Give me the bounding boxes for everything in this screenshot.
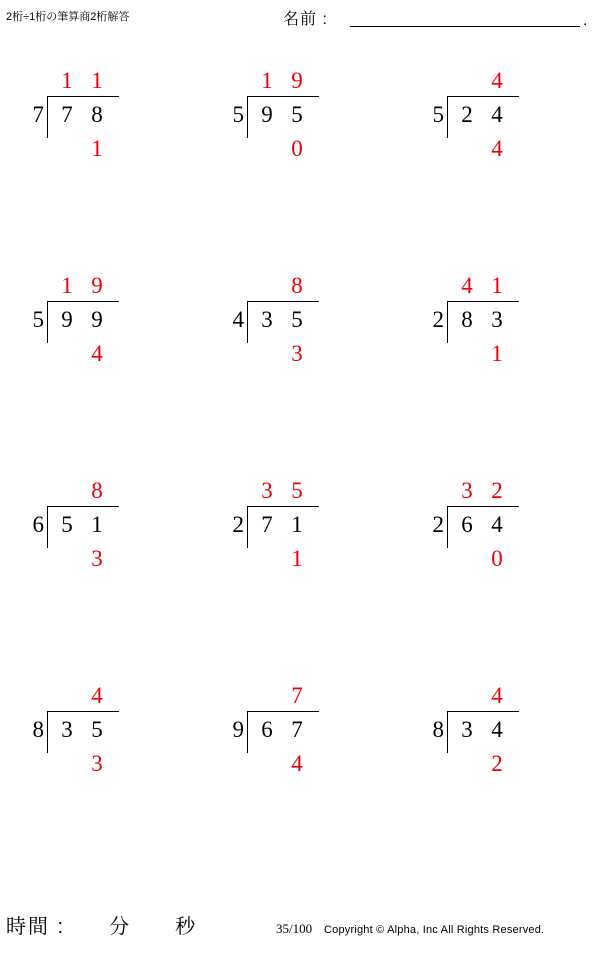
division-bracket-horizontal	[247, 96, 319, 97]
name-label: 名前 :	[283, 11, 328, 28]
dividend-digit: 8	[91, 102, 103, 127]
quotient	[52, 273, 124, 299]
remainder-digit: 3	[291, 341, 303, 366]
quotient-digit: 2	[491, 478, 503, 503]
dividend-digit: 1	[91, 512, 103, 537]
quotient-digit: 1	[261, 68, 273, 93]
page-header	[0, 0, 600, 36]
remainder	[52, 136, 124, 162]
problem-grid	[0, 46, 600, 866]
quotient-digit: 3	[261, 478, 273, 503]
quotient-digit: 8	[91, 478, 103, 503]
divisor: 5	[32, 307, 44, 332]
problem-cell	[0, 251, 200, 456]
divisor: 7	[32, 102, 44, 127]
dividend-digit: 6	[261, 717, 273, 742]
divisor: 2	[232, 512, 244, 537]
remainder	[452, 341, 524, 367]
remainder	[52, 341, 124, 367]
quotient-digit: 4	[461, 273, 473, 298]
page-number: 35/100	[276, 921, 313, 936]
long-division-problem	[400, 661, 600, 866]
quotient-digit: 3	[461, 478, 473, 503]
division-bracket-horizontal	[47, 506, 119, 507]
division-bracket-horizontal	[47, 96, 119, 97]
dividend	[452, 512, 524, 538]
division-bracket-horizontal	[447, 301, 519, 302]
dividend-digit: 6	[461, 512, 473, 537]
dividend	[452, 102, 524, 128]
division-bracket-horizontal	[447, 506, 519, 507]
long-division-problem	[0, 46, 200, 251]
remainder-digit: 4	[91, 341, 103, 366]
dividend-digit: 4	[491, 512, 503, 537]
dividend	[252, 512, 324, 538]
long-division-problem	[200, 46, 400, 251]
problem-row	[0, 661, 600, 866]
division-bracket-vertical	[447, 301, 448, 343]
divisor: 6	[32, 512, 44, 537]
remainder-digit: 0	[291, 136, 303, 161]
quotient-digit: 9	[291, 68, 303, 93]
division-bracket-vertical	[447, 506, 448, 548]
remainder-digit: 1	[91, 136, 103, 161]
quotient-digit: 1	[91, 68, 103, 93]
quotient-digit: 8	[291, 273, 303, 298]
quotient	[52, 478, 124, 504]
remainder	[252, 751, 324, 777]
dividend-digit: 9	[261, 102, 273, 127]
dividend-digit: 4	[491, 102, 503, 127]
remainder	[452, 136, 524, 162]
division-bracket-horizontal	[47, 711, 119, 712]
quotient-digit: 4	[491, 68, 503, 93]
dividend-digit: 7	[261, 512, 273, 537]
division-bracket-vertical	[447, 711, 448, 753]
remainder	[252, 546, 324, 572]
remainder-digit: 4	[491, 136, 503, 161]
dividend	[452, 307, 524, 333]
dividend-digit: 5	[291, 102, 303, 127]
dividend	[252, 717, 324, 743]
dividend-digit: 4	[491, 717, 503, 742]
long-division-problem	[200, 456, 400, 661]
division-bracket-vertical	[247, 506, 248, 548]
dividend-digit: 5	[61, 512, 73, 537]
dividend	[52, 307, 124, 333]
quotient	[252, 273, 324, 299]
division-bracket-vertical	[447, 96, 448, 138]
division-bracket-vertical	[247, 301, 248, 343]
division-bracket-vertical	[47, 301, 48, 343]
dividend	[252, 102, 324, 128]
division-bracket-horizontal	[247, 711, 319, 712]
remainder-digit: 3	[91, 546, 103, 571]
dividend-digit: 3	[461, 717, 473, 742]
dividend-digit: 5	[291, 307, 303, 332]
name-input-line[interactable]	[350, 26, 580, 27]
dividend-digit: 7	[61, 102, 73, 127]
problem-row	[0, 46, 600, 251]
division-bracket-horizontal	[447, 96, 519, 97]
dividend	[452, 717, 524, 743]
problem-cell	[200, 456, 400, 661]
divisor: 8	[32, 717, 44, 742]
quotient	[52, 68, 124, 94]
division-bracket-vertical	[47, 711, 48, 753]
quotient	[452, 683, 524, 709]
quotient-digit: 1	[61, 68, 73, 93]
long-division-problem	[0, 251, 200, 456]
remainder	[452, 546, 524, 572]
time-label: 時間 : 分 秒	[6, 916, 198, 938]
long-division-problem	[200, 661, 400, 866]
divisor: 2	[432, 512, 444, 537]
quotient	[252, 478, 324, 504]
division-bracket-vertical	[247, 711, 248, 753]
quotient-digit: 4	[91, 683, 103, 708]
division-bracket-horizontal	[47, 301, 119, 302]
quotient-digit: 7	[291, 683, 303, 708]
dividend-digit: 2	[461, 102, 473, 127]
problem-cell	[200, 46, 400, 251]
document-title: 2桁÷1桁の筆算商2桁解答	[6, 11, 130, 23]
remainder-digit: 0	[491, 546, 503, 571]
problem-cell	[200, 251, 400, 456]
quotient	[252, 68, 324, 94]
problem-cell	[0, 456, 200, 661]
long-division-problem	[0, 661, 200, 866]
division-bracket-vertical	[247, 96, 248, 138]
dividend	[52, 717, 124, 743]
quotient	[452, 478, 524, 504]
dividend-digit: 3	[61, 717, 73, 742]
quotient-digit: 9	[91, 273, 103, 298]
divisor: 4	[232, 307, 244, 332]
divisor: 5	[432, 102, 444, 127]
dividend	[52, 102, 124, 128]
remainder-digit: 2	[491, 751, 503, 776]
long-division-problem	[400, 46, 600, 251]
remainder	[252, 136, 324, 162]
remainder	[452, 751, 524, 777]
quotient	[52, 683, 124, 709]
remainder	[52, 546, 124, 572]
problem-cell	[400, 46, 600, 251]
quotient-digit: 5	[291, 478, 303, 503]
remainder-digit: 1	[291, 546, 303, 571]
long-division-problem	[400, 251, 600, 456]
dividend-digit: 3	[261, 307, 273, 332]
long-division-problem	[200, 251, 400, 456]
divisor: 2	[432, 307, 444, 332]
quotient-digit: 4	[491, 683, 503, 708]
dividend-digit: 7	[291, 717, 303, 742]
problem-row	[0, 251, 600, 456]
quotient	[452, 68, 524, 94]
dividend-digit: 5	[91, 717, 103, 742]
problem-cell	[200, 661, 400, 866]
divisor: 8	[432, 717, 444, 742]
problem-cell	[400, 456, 600, 661]
dividend	[52, 512, 124, 538]
remainder	[252, 341, 324, 367]
name-trailing-dot: .	[583, 12, 588, 29]
quotient	[252, 683, 324, 709]
long-division-problem	[0, 456, 200, 661]
problem-cell	[400, 251, 600, 456]
divisor: 5	[232, 102, 244, 127]
dividend	[252, 307, 324, 333]
division-bracket-horizontal	[247, 506, 319, 507]
quotient-digit: 1	[491, 273, 503, 298]
problem-cell	[0, 46, 200, 251]
division-bracket-vertical	[47, 96, 48, 138]
remainder-digit: 4	[291, 751, 303, 776]
dividend-digit: 1	[291, 512, 303, 537]
dividend-digit: 9	[91, 307, 103, 332]
long-division-problem	[400, 456, 600, 661]
dividend-digit: 9	[61, 307, 73, 332]
division-bracket-horizontal	[247, 301, 319, 302]
remainder	[52, 751, 124, 777]
quotient	[452, 273, 524, 299]
problem-cell	[0, 661, 200, 866]
division-bracket-horizontal	[447, 711, 519, 712]
quotient-digit: 1	[61, 273, 73, 298]
remainder-digit: 3	[91, 751, 103, 776]
division-bracket-vertical	[47, 506, 48, 548]
page-footer	[0, 899, 600, 959]
divisor: 9	[232, 717, 244, 742]
dividend-digit: 8	[461, 307, 473, 332]
problem-cell	[400, 661, 600, 866]
problem-row	[0, 456, 600, 661]
copyright-notice: Copyright © Alpha, Inc All Rights Reserved.	[324, 924, 545, 936]
dividend-digit: 3	[491, 307, 503, 332]
remainder-digit: 1	[491, 341, 503, 366]
